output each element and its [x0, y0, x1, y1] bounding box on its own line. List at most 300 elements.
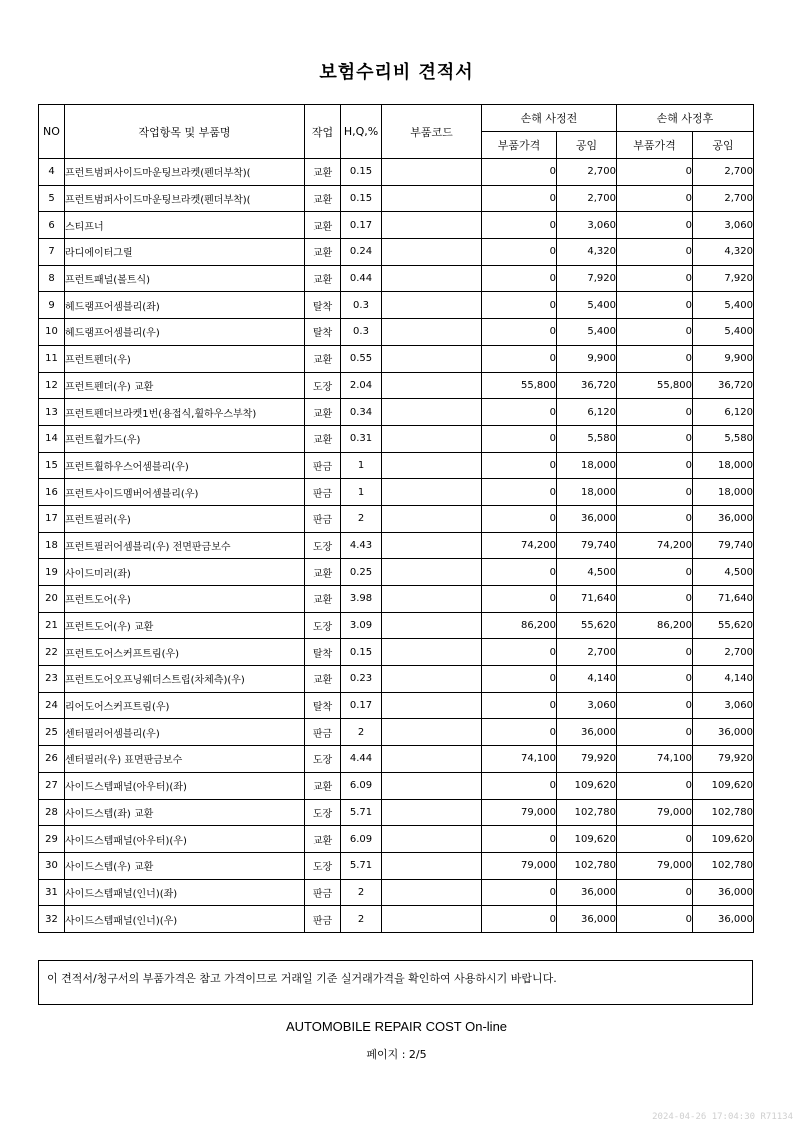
- row-no: 15: [39, 452, 65, 479]
- row-before-labor: 36,000: [557, 719, 617, 746]
- row-after-parts-price: 79,000: [617, 852, 693, 879]
- row-work-type: 도장: [305, 852, 341, 879]
- row-after-parts-price: 0: [617, 772, 693, 799]
- row-before-labor: 5,400: [557, 319, 617, 346]
- row-after-labor: 2,700: [693, 185, 754, 212]
- row-before-parts-price: 0: [482, 345, 557, 372]
- row-item-name: 프런트도어(우): [65, 586, 305, 613]
- row-hq: 2: [341, 879, 382, 906]
- row-hq: 5.71: [341, 799, 382, 826]
- row-after-parts-price: 0: [617, 479, 693, 506]
- row-no: 12: [39, 372, 65, 399]
- row-hq: 5.71: [341, 852, 382, 879]
- row-after-labor: 5,400: [693, 292, 754, 319]
- row-after-labor: 71,640: [693, 586, 754, 613]
- row-item-name: 헤드램프어셈블리(좌): [65, 292, 305, 319]
- row-item-name: 프런트필러(우): [65, 505, 305, 532]
- row-after-parts-price: 0: [617, 906, 693, 933]
- row-part-code: [382, 559, 482, 586]
- row-before-parts-price: 0: [482, 239, 557, 266]
- row-hq: 1: [341, 479, 382, 506]
- estimate-table: [38, 104, 754, 933]
- table-row: [39, 692, 754, 719]
- row-part-code: [382, 799, 482, 826]
- row-before-labor: 2,700: [557, 185, 617, 212]
- row-after-labor: 18,000: [693, 452, 754, 479]
- table-row: [39, 372, 754, 399]
- row-no: 16: [39, 479, 65, 506]
- row-before-labor: 36,720: [557, 372, 617, 399]
- row-part-code: [382, 852, 482, 879]
- row-after-parts-price: 0: [617, 399, 693, 426]
- row-item-name: 프런트필러어셈블리(우) 전면판금보수: [65, 532, 305, 559]
- row-item-name: 프런트사이드멤버어셈블리(우): [65, 479, 305, 506]
- row-after-parts-price: 0: [617, 692, 693, 719]
- row-after-parts-price: 0: [617, 239, 693, 266]
- row-no: 26: [39, 746, 65, 773]
- row-after-parts-price: 0: [617, 425, 693, 452]
- row-after-labor: 7,920: [693, 265, 754, 292]
- row-after-parts-price: 55,800: [617, 372, 693, 399]
- row-before-labor: 3,060: [557, 212, 617, 239]
- row-item-name: 사이드스텝패널(인너)(좌): [65, 879, 305, 906]
- row-before-labor: 4,140: [557, 666, 617, 693]
- row-work-type: 교환: [305, 212, 341, 239]
- row-after-parts-price: 86,200: [617, 612, 693, 639]
- row-before-parts-price: 0: [482, 879, 557, 906]
- row-part-code: [382, 532, 482, 559]
- table-row: [39, 639, 754, 666]
- row-part-code: [382, 185, 482, 212]
- row-item-name: 센터필러어셈블리(우): [65, 719, 305, 746]
- row-hq: 0.23: [341, 666, 382, 693]
- row-before-labor: 71,640: [557, 586, 617, 613]
- row-item-name: 프런트휠하우스어셈블리(우): [65, 452, 305, 479]
- row-before-parts-price: 0: [482, 159, 557, 186]
- row-before-parts-price: 0: [482, 292, 557, 319]
- row-after-labor: 36,720: [693, 372, 754, 399]
- row-no: 7: [39, 239, 65, 266]
- row-after-labor: 4,140: [693, 666, 754, 693]
- row-before-parts-price: 0: [482, 639, 557, 666]
- row-item-name: 프런트도어오프닝웨더스트립(차체측)(우): [65, 666, 305, 693]
- row-work-type: 판금: [305, 879, 341, 906]
- row-work-type: 도장: [305, 746, 341, 773]
- table-row: [39, 746, 754, 773]
- table-row: [39, 212, 754, 239]
- row-no: 22: [39, 639, 65, 666]
- row-item-name: 프런트범퍼사이드마운팅브라켓(펜더부착)(: [65, 185, 305, 212]
- row-before-parts-price: 0: [482, 505, 557, 532]
- row-after-labor: 4,500: [693, 559, 754, 586]
- table-row: [39, 159, 754, 186]
- row-before-labor: 4,500: [557, 559, 617, 586]
- row-hq: 2: [341, 505, 382, 532]
- table-row: [39, 612, 754, 639]
- header-before-assessment: 손해 사정전: [482, 105, 617, 132]
- row-work-type: 교환: [305, 772, 341, 799]
- row-after-labor: 5,400: [693, 319, 754, 346]
- row-work-type: 탈착: [305, 692, 341, 719]
- row-no: 18: [39, 532, 65, 559]
- row-part-code: [382, 692, 482, 719]
- row-after-parts-price: 74,200: [617, 532, 693, 559]
- row-after-parts-price: 0: [617, 292, 693, 319]
- row-work-type: 도장: [305, 372, 341, 399]
- row-work-type: 탈착: [305, 639, 341, 666]
- row-before-parts-price: 0: [482, 719, 557, 746]
- row-hq: 6.09: [341, 826, 382, 853]
- row-no: 17: [39, 505, 65, 532]
- row-no: 13: [39, 399, 65, 426]
- header-part-code: 부품코드: [382, 105, 482, 159]
- row-part-code: [382, 505, 482, 532]
- row-after-parts-price: 0: [617, 319, 693, 346]
- row-part-code: [382, 746, 482, 773]
- table-row: [39, 425, 754, 452]
- row-hq: 3.09: [341, 612, 382, 639]
- row-after-parts-price: 0: [617, 639, 693, 666]
- row-before-parts-price: 0: [482, 772, 557, 799]
- row-part-code: [382, 772, 482, 799]
- row-hq: 2: [341, 906, 382, 933]
- row-item-name: 스티프너: [65, 212, 305, 239]
- row-before-parts-price: 86,200: [482, 612, 557, 639]
- row-hq: 2.04: [341, 372, 382, 399]
- header-after-labor: 공임: [693, 132, 754, 159]
- row-after-labor: 3,060: [693, 692, 754, 719]
- row-work-type: 판금: [305, 505, 341, 532]
- header-before-labor: 공임: [557, 132, 617, 159]
- row-before-labor: 2,700: [557, 639, 617, 666]
- row-after-parts-price: 0: [617, 666, 693, 693]
- row-after-labor: 79,740: [693, 532, 754, 559]
- table-row: [39, 666, 754, 693]
- row-hq: 6.09: [341, 772, 382, 799]
- table-row: [39, 906, 754, 933]
- table-row: [39, 185, 754, 212]
- row-item-name: 프런트펜더브라켓1번(용접식,휠하우스부착): [65, 399, 305, 426]
- row-before-labor: 55,620: [557, 612, 617, 639]
- row-after-parts-price: 0: [617, 159, 693, 186]
- row-after-parts-price: 0: [617, 265, 693, 292]
- row-before-parts-price: 0: [482, 479, 557, 506]
- header-after-parts-price: 부품가격: [617, 132, 693, 159]
- row-no: 27: [39, 772, 65, 799]
- row-before-labor: 2,700: [557, 159, 617, 186]
- row-before-parts-price: 0: [482, 452, 557, 479]
- row-before-parts-price: 0: [482, 906, 557, 933]
- row-work-type: 교환: [305, 345, 341, 372]
- table-row: [39, 239, 754, 266]
- price-notice: 이 견적서/청구서의 부품가격은 참고 가격이므로 거래일 기준 실거래가격을 확인하여 사용하시기 바랍니다.: [38, 960, 753, 1005]
- row-part-code: [382, 612, 482, 639]
- row-after-parts-price: 0: [617, 559, 693, 586]
- row-work-type: 판금: [305, 479, 341, 506]
- table-row: [39, 799, 754, 826]
- row-part-code: [382, 319, 482, 346]
- row-after-parts-price: 0: [617, 879, 693, 906]
- row-after-parts-price: 0: [617, 212, 693, 239]
- row-after-labor: 9,900: [693, 345, 754, 372]
- row-item-name: 사이드스텝패널(아우터)(좌): [65, 772, 305, 799]
- row-part-code: [382, 425, 482, 452]
- table-row: [39, 719, 754, 746]
- table-row: [39, 586, 754, 613]
- row-after-labor: 18,000: [693, 479, 754, 506]
- header-hq: H,Q,%: [341, 105, 382, 159]
- row-no: 8: [39, 265, 65, 292]
- row-before-labor: 7,920: [557, 265, 617, 292]
- row-work-type: 교환: [305, 559, 341, 586]
- table-row: [39, 265, 754, 292]
- table-row: [39, 452, 754, 479]
- row-work-type: 판금: [305, 452, 341, 479]
- row-item-name: 사이드스텝(좌) 교환: [65, 799, 305, 826]
- row-hq: 2: [341, 719, 382, 746]
- row-after-labor: 102,780: [693, 799, 754, 826]
- row-part-code: [382, 159, 482, 186]
- row-item-name: 프런트도어(우) 교환: [65, 612, 305, 639]
- page-number: 페이지 : 2/5: [366, 1048, 427, 1061]
- table-row: [39, 292, 754, 319]
- row-before-labor: 36,000: [557, 505, 617, 532]
- row-hq: 0.15: [341, 185, 382, 212]
- row-before-labor: 102,780: [557, 852, 617, 879]
- row-after-labor: 3,060: [693, 212, 754, 239]
- row-before-labor: 36,000: [557, 879, 617, 906]
- row-before-parts-price: 0: [482, 826, 557, 853]
- row-before-parts-price: 0: [482, 692, 557, 719]
- row-hq: 0.17: [341, 212, 382, 239]
- row-no: 32: [39, 906, 65, 933]
- row-hq: 0.15: [341, 639, 382, 666]
- row-work-type: 도장: [305, 799, 341, 826]
- table-row: [39, 319, 754, 346]
- row-after-parts-price: 0: [617, 586, 693, 613]
- row-after-labor: 55,620: [693, 612, 754, 639]
- row-work-type: 도장: [305, 612, 341, 639]
- row-after-labor: 36,000: [693, 505, 754, 532]
- footer-brand: AUTOMOBILE REPAIR COST On-line: [285, 1019, 508, 1034]
- row-hq: 3.98: [341, 586, 382, 613]
- row-no: 25: [39, 719, 65, 746]
- row-before-parts-price: 74,100: [482, 746, 557, 773]
- row-before-parts-price: 79,000: [482, 799, 557, 826]
- row-item-name: 프런트펜더(우): [65, 345, 305, 372]
- row-no: 9: [39, 292, 65, 319]
- row-before-labor: 109,620: [557, 772, 617, 799]
- row-part-code: [382, 826, 482, 853]
- row-hq: 0.25: [341, 559, 382, 586]
- row-after-parts-price: 0: [617, 719, 693, 746]
- row-item-name: 헤드램프어셈블리(우): [65, 319, 305, 346]
- row-after-labor: 36,000: [693, 879, 754, 906]
- row-item-name: 사이드스텝패널(아우터)(우): [65, 826, 305, 853]
- header-before-parts-price: 부품가격: [482, 132, 557, 159]
- row-part-code: [382, 212, 482, 239]
- header-work: 작업: [305, 105, 341, 159]
- row-before-labor: 5,580: [557, 425, 617, 452]
- row-hq: 0.3: [341, 319, 382, 346]
- table-row: [39, 399, 754, 426]
- row-hq: 0.55: [341, 345, 382, 372]
- row-item-name: 사이드스텝(우) 교환: [65, 852, 305, 879]
- row-work-type: 탈착: [305, 319, 341, 346]
- row-before-parts-price: 0: [482, 666, 557, 693]
- row-before-parts-price: 74,200: [482, 532, 557, 559]
- row-part-code: [382, 265, 482, 292]
- row-after-labor: 36,000: [693, 719, 754, 746]
- row-work-type: 교환: [305, 425, 341, 452]
- row-part-code: [382, 719, 482, 746]
- row-no: 21: [39, 612, 65, 639]
- row-no: 28: [39, 799, 65, 826]
- row-no: 31: [39, 879, 65, 906]
- row-before-labor: 4,320: [557, 239, 617, 266]
- row-item-name: 사이드미러(좌): [65, 559, 305, 586]
- row-before-labor: 79,920: [557, 746, 617, 773]
- header-no: NO: [39, 105, 65, 159]
- row-item-name: 프런트휠가드(우): [65, 425, 305, 452]
- row-item-name: 리어도어스커프트림(우): [65, 692, 305, 719]
- row-item-name: 센터필러(우) 표면판금보수: [65, 746, 305, 773]
- row-hq: 0.3: [341, 292, 382, 319]
- row-no: 4: [39, 159, 65, 186]
- table-row: [39, 559, 754, 586]
- row-part-code: [382, 239, 482, 266]
- row-part-code: [382, 479, 482, 506]
- row-no: 6: [39, 212, 65, 239]
- row-no: 23: [39, 666, 65, 693]
- header-item: 작업항목 및 부품명: [65, 105, 305, 159]
- row-part-code: [382, 399, 482, 426]
- table-row: [39, 345, 754, 372]
- print-timestamp: 2024-04-26 17:04:30 R71134: [652, 1112, 793, 1122]
- row-before-parts-price: 0: [482, 559, 557, 586]
- row-hq: 0.15: [341, 159, 382, 186]
- row-before-labor: 36,000: [557, 906, 617, 933]
- row-part-code: [382, 879, 482, 906]
- row-after-parts-price: 0: [617, 185, 693, 212]
- row-work-type: 교환: [305, 265, 341, 292]
- row-after-parts-price: 0: [617, 826, 693, 853]
- row-hq: 0.24: [341, 239, 382, 266]
- row-work-type: 교환: [305, 586, 341, 613]
- row-hq: 0.34: [341, 399, 382, 426]
- row-before-labor: 109,620: [557, 826, 617, 853]
- row-item-name: 프런트범퍼사이드마운팅브라켓(펜더부착)(: [65, 159, 305, 186]
- row-no: 5: [39, 185, 65, 212]
- row-hq: 0.44: [341, 265, 382, 292]
- row-work-type: 판금: [305, 719, 341, 746]
- table-row: [39, 852, 754, 879]
- row-after-labor: 79,920: [693, 746, 754, 773]
- row-part-code: [382, 906, 482, 933]
- row-work-type: 판금: [305, 906, 341, 933]
- row-work-type: 도장: [305, 532, 341, 559]
- row-part-code: [382, 292, 482, 319]
- row-work-type: 교환: [305, 239, 341, 266]
- row-after-labor: 4,320: [693, 239, 754, 266]
- row-after-parts-price: 0: [617, 452, 693, 479]
- table-row: [39, 505, 754, 532]
- row-no: 14: [39, 425, 65, 452]
- row-before-labor: 79,740: [557, 532, 617, 559]
- row-hq: 0.17: [341, 692, 382, 719]
- row-part-code: [382, 345, 482, 372]
- row-part-code: [382, 639, 482, 666]
- row-after-labor: 2,700: [693, 639, 754, 666]
- row-item-name: 프런트도어스커프트림(우): [65, 639, 305, 666]
- row-no: 11: [39, 345, 65, 372]
- row-after-parts-price: 0: [617, 505, 693, 532]
- row-before-parts-price: 55,800: [482, 372, 557, 399]
- row-item-name: 프런트패널(볼트식): [65, 265, 305, 292]
- row-before-parts-price: 0: [482, 425, 557, 452]
- row-after-labor: 2,700: [693, 159, 754, 186]
- row-no: 10: [39, 319, 65, 346]
- row-no: 29: [39, 826, 65, 853]
- row-no: 19: [39, 559, 65, 586]
- row-before-parts-price: 0: [482, 212, 557, 239]
- row-before-labor: 18,000: [557, 452, 617, 479]
- row-hq: 4.44: [341, 746, 382, 773]
- row-after-labor: 6,120: [693, 399, 754, 426]
- row-before-parts-price: 0: [482, 319, 557, 346]
- row-work-type: 교환: [305, 399, 341, 426]
- estimate-rows: [39, 159, 754, 933]
- row-before-labor: 18,000: [557, 479, 617, 506]
- row-after-parts-price: 79,000: [617, 799, 693, 826]
- row-before-parts-price: 79,000: [482, 852, 557, 879]
- row-before-labor: 102,780: [557, 799, 617, 826]
- row-after-parts-price: 0: [617, 345, 693, 372]
- row-before-parts-price: 0: [482, 265, 557, 292]
- row-after-labor: 109,620: [693, 826, 754, 853]
- row-hq: 1: [341, 452, 382, 479]
- row-before-parts-price: 0: [482, 399, 557, 426]
- row-item-name: 라디에이터그릴: [65, 239, 305, 266]
- row-hq: 0.31: [341, 425, 382, 452]
- row-after-labor: 109,620: [693, 772, 754, 799]
- header-after-assessment: 손해 사정후: [617, 105, 754, 132]
- row-before-parts-price: 0: [482, 586, 557, 613]
- row-after-labor: 36,000: [693, 906, 754, 933]
- table-row: [39, 772, 754, 799]
- page-title: 보험수리비 견적서: [319, 62, 474, 83]
- row-before-labor: 9,900: [557, 345, 617, 372]
- row-after-labor: 5,580: [693, 425, 754, 452]
- row-work-type: 교환: [305, 826, 341, 853]
- row-before-parts-price: 0: [482, 185, 557, 212]
- row-part-code: [382, 452, 482, 479]
- row-before-labor: 5,400: [557, 292, 617, 319]
- row-no: 24: [39, 692, 65, 719]
- row-no: 20: [39, 586, 65, 613]
- row-part-code: [382, 372, 482, 399]
- row-work-type: 교환: [305, 159, 341, 186]
- row-before-labor: 6,120: [557, 399, 617, 426]
- row-work-type: 교환: [305, 666, 341, 693]
- row-after-parts-price: 74,100: [617, 746, 693, 773]
- table-row: [39, 532, 754, 559]
- row-work-type: 교환: [305, 185, 341, 212]
- table-row: [39, 879, 754, 906]
- row-item-name: 프런트펜더(우) 교환: [65, 372, 305, 399]
- row-item-name: 사이드스텝패널(인너)(우): [65, 906, 305, 933]
- table-row: [39, 826, 754, 853]
